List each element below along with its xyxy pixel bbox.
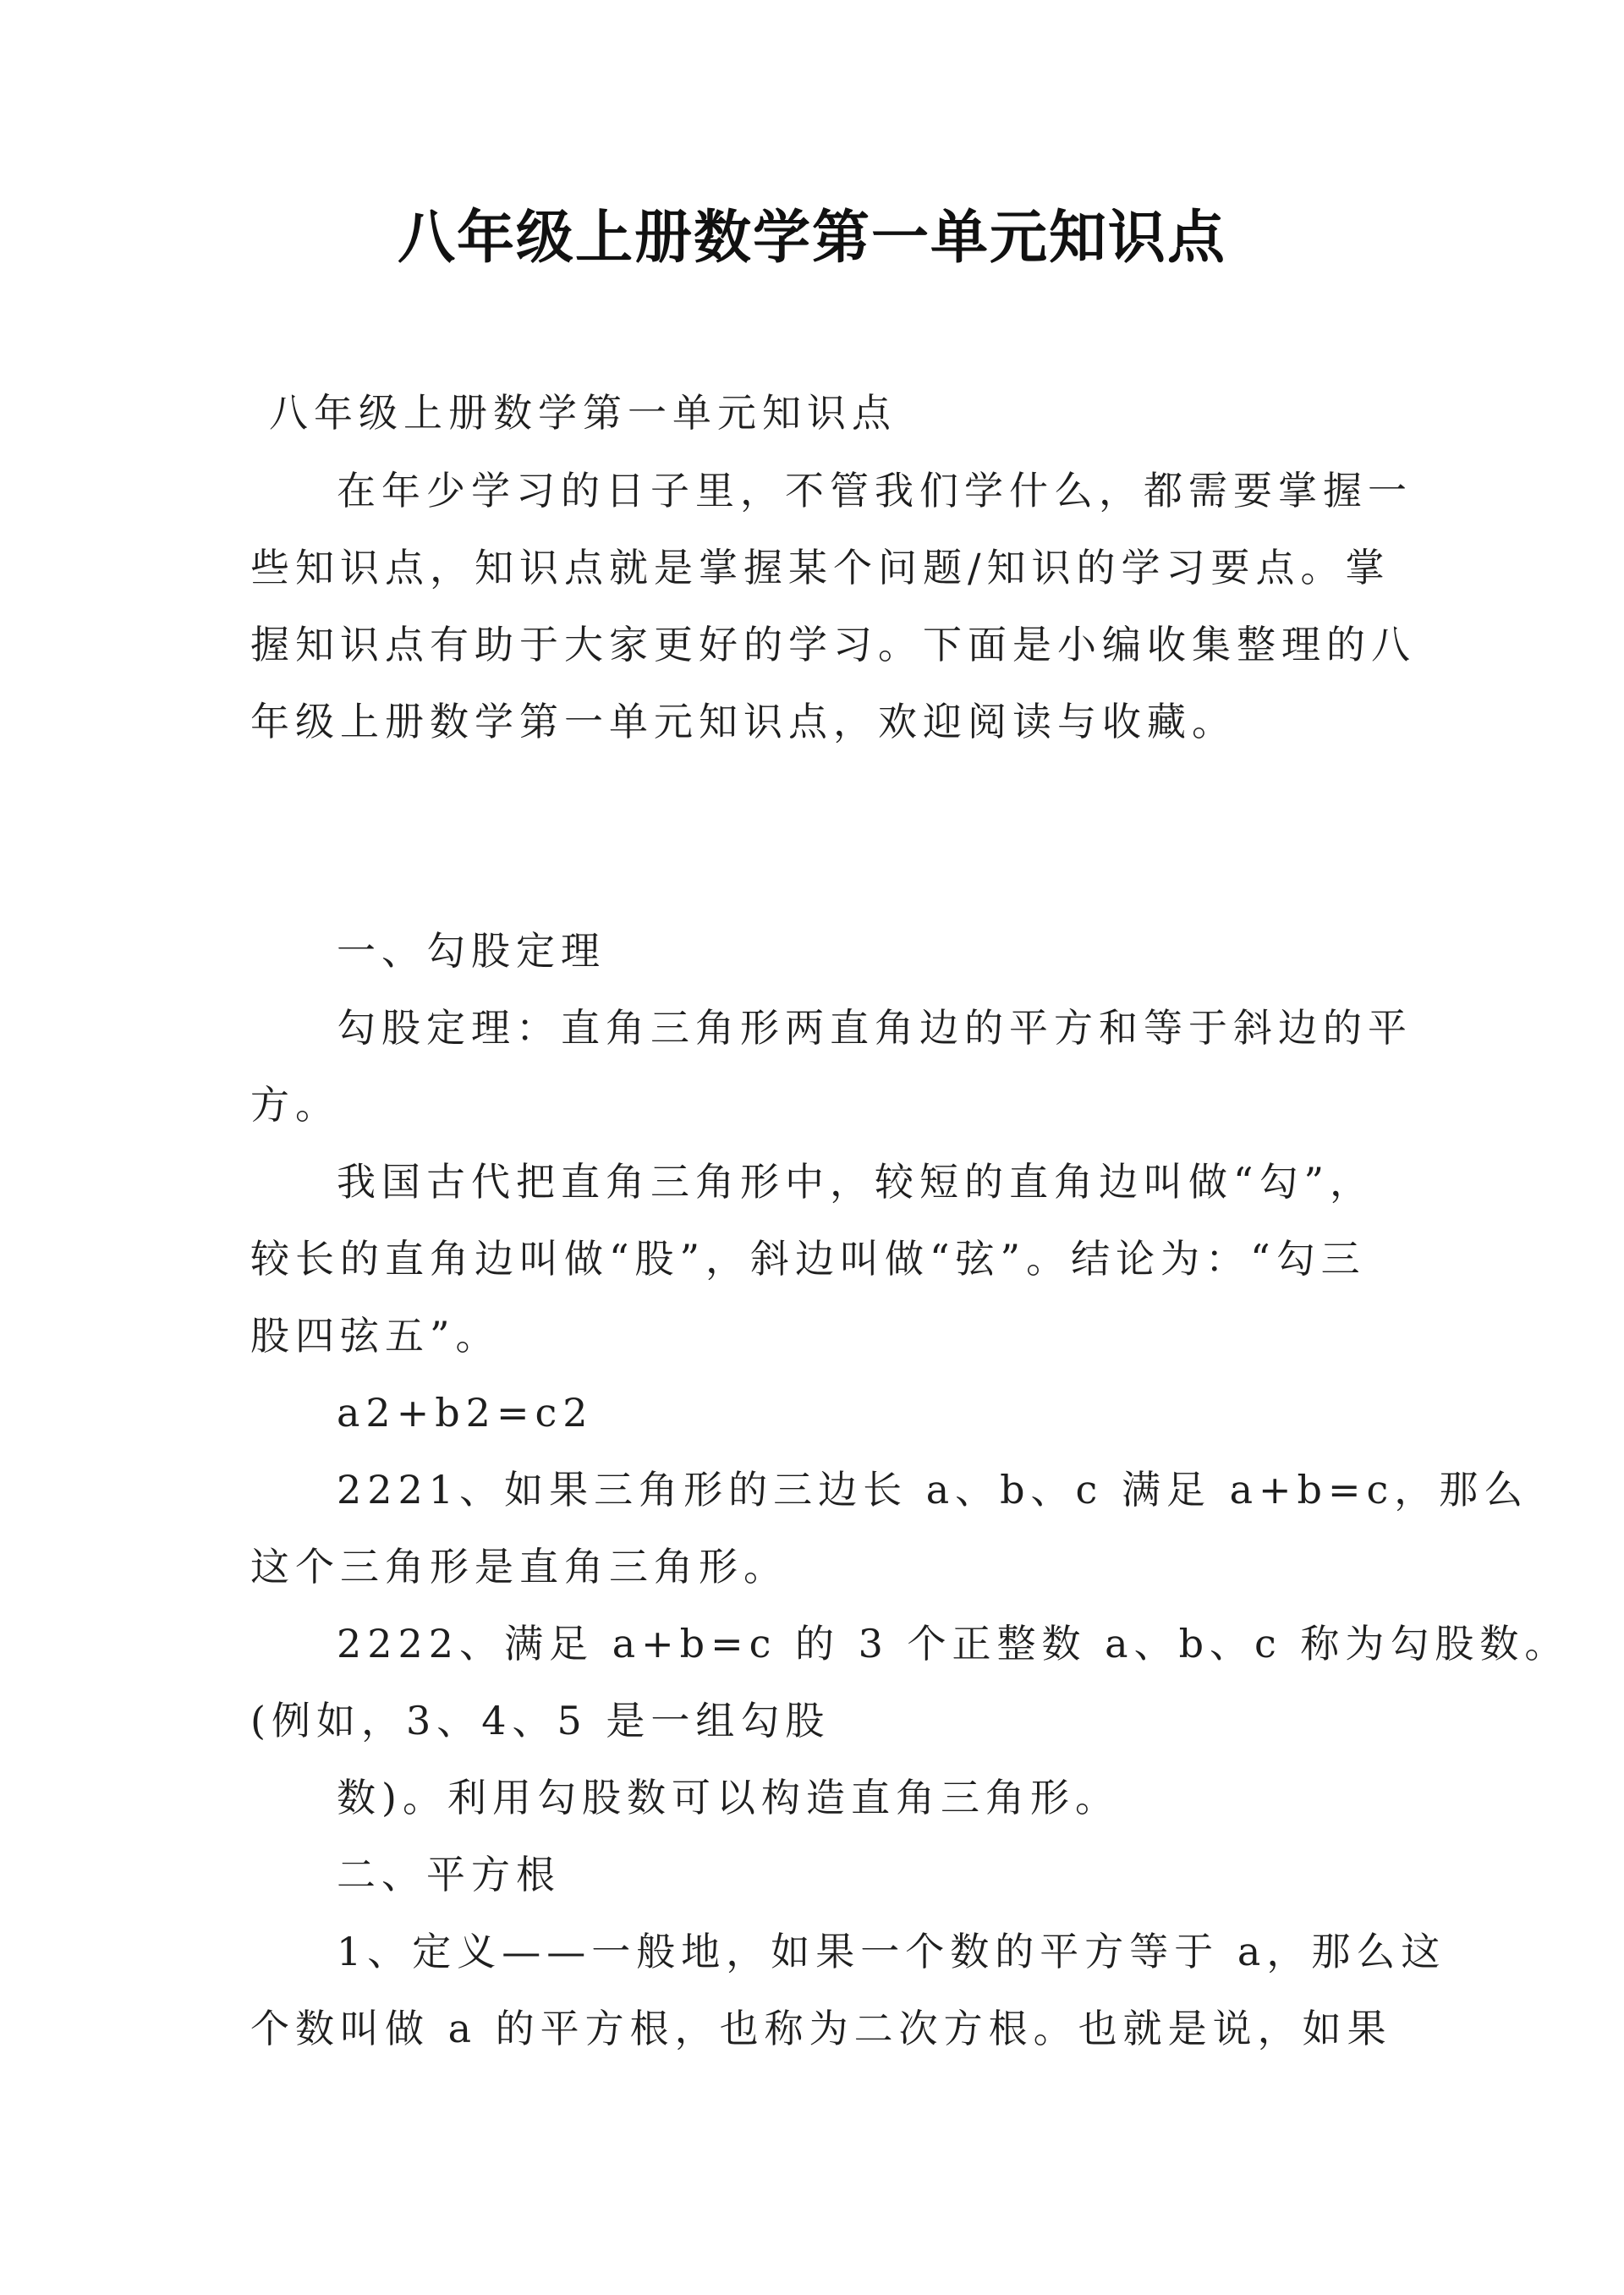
- definition-line-1: 1、定义——一般地，如果一个数的平方等于 a，那么这: [337, 1929, 1446, 1974]
- converse-line-1: 2221、如果三角形的三边长 a、b、c 满足 a+b=c，那么: [337, 1467, 1529, 1513]
- theorem-line-2: 方。: [250, 1082, 340, 1128]
- triples-line-1: 2222、满足 a+b=c 的 3 个正整数 a、b、c 称为勾股数。: [337, 1621, 1570, 1666]
- intro-line-3: 握知识点有助于大家更好的学习。下面是小编收集整理的八: [250, 622, 1416, 667]
- pythagorean-formula: a2+b2=c2: [337, 1390, 594, 1436]
- ancient-line-3: 股四弦五”。: [250, 1313, 501, 1359]
- section2-heading: 二、平方根: [337, 1852, 561, 1897]
- intro-line-1: 在年少学习的日子里，不管我们学什么，都需要掌握一: [337, 468, 1413, 513]
- intro-line-2: 些知识点，知识点就是掌握某个问题/知识的学习要点。掌: [250, 545, 1391, 590]
- section1-heading: 一、勾股定理: [337, 928, 606, 974]
- intro-line-4: 年级上册数学第一单元知识点，欢迎阅读与收藏。: [250, 699, 1237, 744]
- document-title: 八年级上册数学第一单元知识点: [397, 205, 1226, 272]
- ancient-line-1: 我国古代把直角三角形中，较短的直角边叫做“勾”，: [337, 1159, 1375, 1205]
- subtitle: 八年级上册数学第一单元知识点: [269, 390, 897, 436]
- triples-line-3: 数)。利用勾股数可以构造直角三角形。: [337, 1775, 1120, 1820]
- converse-line-2: 这个三角形是直角三角形。: [250, 1544, 788, 1589]
- triples-line-2: (例如，3、4、5 是一组勾股: [250, 1698, 831, 1743]
- ancient-line-2: 较长的直角边叫做“股”，斜边叫做“弦”。结论为：“勾三: [250, 1236, 1366, 1282]
- definition-line-2: 个数叫做 a 的平方根，也称为二次方根。也就是说，如果: [250, 2006, 1392, 2051]
- theorem-line-1: 勾股定理：直角三角形两直角边的平方和等于斜边的平: [337, 1005, 1413, 1051]
